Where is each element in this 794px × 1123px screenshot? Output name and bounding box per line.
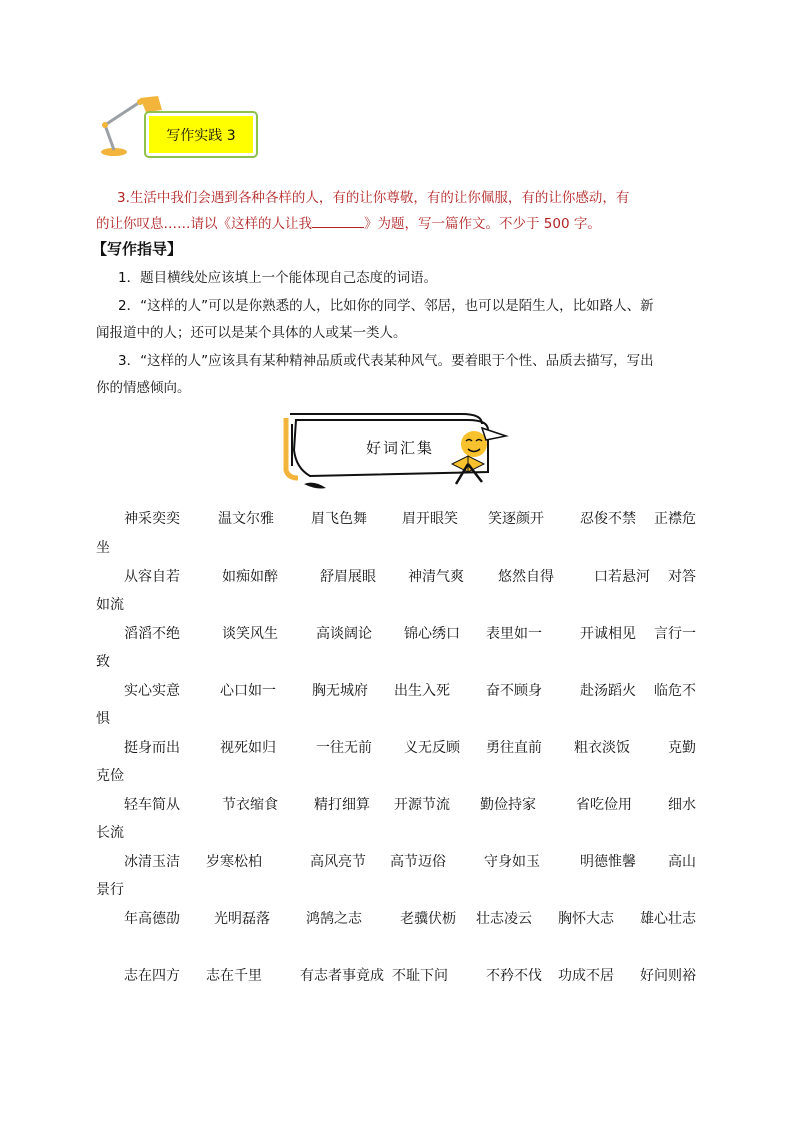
- word: 轻车简从: [124, 797, 180, 813]
- word: 如痴如醉: [222, 569, 278, 585]
- word: 高山: [668, 854, 696, 870]
- word-continuation: 景行: [96, 882, 124, 898]
- word: 冰清玉洁: [124, 854, 180, 870]
- word-continuation: 克俭: [96, 768, 124, 784]
- banner-title: 好词汇集: [366, 439, 435, 457]
- word: 眉开眼笑: [402, 511, 458, 527]
- badge-label: 写作实践 3: [149, 116, 253, 153]
- guide-item-3-line-2: 你的情感倾向。: [96, 380, 191, 396]
- word: 从容自若: [124, 569, 180, 585]
- word: 临危不: [654, 683, 696, 699]
- prompt-line-2: [96, 212, 601, 232]
- guide-item-2-line-2: 闻报道中的人；还可以是某个具体的人或某一类人。: [96, 325, 407, 341]
- guide-item-3-line-1: 3．“这样的人”应该具有某种精神品质或代表某种风气。要着眼于个性、品质去描写，写出: [118, 353, 654, 369]
- word: 悠然自得: [498, 569, 554, 585]
- guide-item-1: 1．题目横线处应该填上一个能体现自己态度的词语。: [118, 270, 438, 286]
- word: 高节迈俗: [390, 854, 446, 870]
- word: 鸿鹄之志: [306, 911, 362, 927]
- word: 胸怀大志: [558, 911, 614, 927]
- word: 滔滔不绝: [124, 626, 180, 642]
- word: 舒眉展眼: [320, 569, 376, 585]
- word: 神清气爽: [408, 569, 464, 585]
- prompt-line-2-after: 》为题，写一篇作文。不少于 500 字。: [364, 216, 601, 232]
- word: 胸无城府: [312, 683, 368, 699]
- word: 壮志凌云: [476, 911, 532, 927]
- word: 细水: [668, 797, 696, 813]
- word: 开诚相见: [580, 626, 636, 642]
- word: 奋不顾身: [486, 683, 542, 699]
- word: 神采奕奕: [124, 511, 180, 527]
- word: 出生入死: [394, 683, 450, 699]
- word: 光明磊落: [214, 911, 270, 927]
- word: 高风亮节: [310, 854, 366, 870]
- word: 志在四方: [124, 968, 180, 984]
- word: 视死如归: [220, 740, 276, 756]
- word: 锦心绣口: [404, 626, 460, 642]
- word: 言行一: [654, 626, 696, 642]
- prompt-line-2-before: 的让你叹息……请以《这样的人让我: [96, 216, 312, 232]
- word-continuation: 如流: [96, 597, 124, 613]
- word-continuation: 长流: [96, 825, 124, 841]
- word: 好问则裕: [640, 968, 696, 984]
- word: 粗衣淡饭: [574, 740, 630, 756]
- word: 赴汤蹈火: [580, 683, 636, 699]
- word: 功成不居: [558, 968, 614, 984]
- word: 不矜不伐: [486, 968, 542, 984]
- word: 老骥伏枥: [400, 911, 456, 927]
- word: 开源节流: [394, 797, 450, 813]
- word: 勤俭持家: [480, 797, 536, 813]
- word: 守身如玉: [484, 854, 540, 870]
- word: 省吃俭用: [576, 797, 632, 813]
- word: 表里如一: [486, 626, 542, 642]
- word: 口若悬河: [594, 569, 650, 585]
- word: 谈笑风生: [222, 626, 278, 642]
- guide-item-2-line-1: 2．“这样的人”可以是你熟悉的人，比如你的同学、邻居，也可以是陌生人，比如路人、新: [118, 298, 654, 314]
- word: 一往无前: [316, 740, 372, 756]
- guide-title: 【写作指导】: [92, 240, 183, 258]
- word: 明德惟馨: [580, 854, 636, 870]
- word: 精打细算: [314, 797, 370, 813]
- word: 实心实意: [124, 683, 180, 699]
- word: 勇往直前: [486, 740, 542, 756]
- word: 节衣缩食: [222, 797, 278, 813]
- section-badge: [144, 111, 258, 158]
- word: 挺身而出: [124, 740, 180, 756]
- word-continuation: 坐: [96, 540, 110, 556]
- word: 温文尔雅: [218, 511, 274, 527]
- word: 心口如一: [220, 683, 276, 699]
- word: 雄心壮志: [640, 911, 696, 927]
- word: 高谈阔论: [316, 626, 372, 642]
- word-continuation: 致: [96, 654, 110, 670]
- word: 正襟危: [654, 511, 696, 527]
- word: 志在千里: [206, 968, 262, 984]
- word: 义无反顾: [404, 740, 460, 756]
- title-blank: [312, 213, 364, 228]
- word: 有志者事竟成: [300, 968, 384, 984]
- word: 年高德劭: [124, 911, 180, 927]
- word: 对答: [668, 569, 696, 585]
- word: 忍俊不禁: [580, 511, 636, 527]
- word: 克勤: [668, 740, 696, 756]
- word: 眉飞色舞: [311, 511, 367, 527]
- word: 笑逐颜开: [488, 511, 544, 527]
- word-continuation: 惧: [96, 711, 110, 727]
- word: 不耻下问: [392, 968, 448, 984]
- word: 岁寒松柏: [206, 854, 262, 870]
- prompt-line-1: 3.生活中我们会遇到各种各样的人，有的让你尊敬，有的让你佩服，有的让你感动，有: [117, 190, 630, 206]
